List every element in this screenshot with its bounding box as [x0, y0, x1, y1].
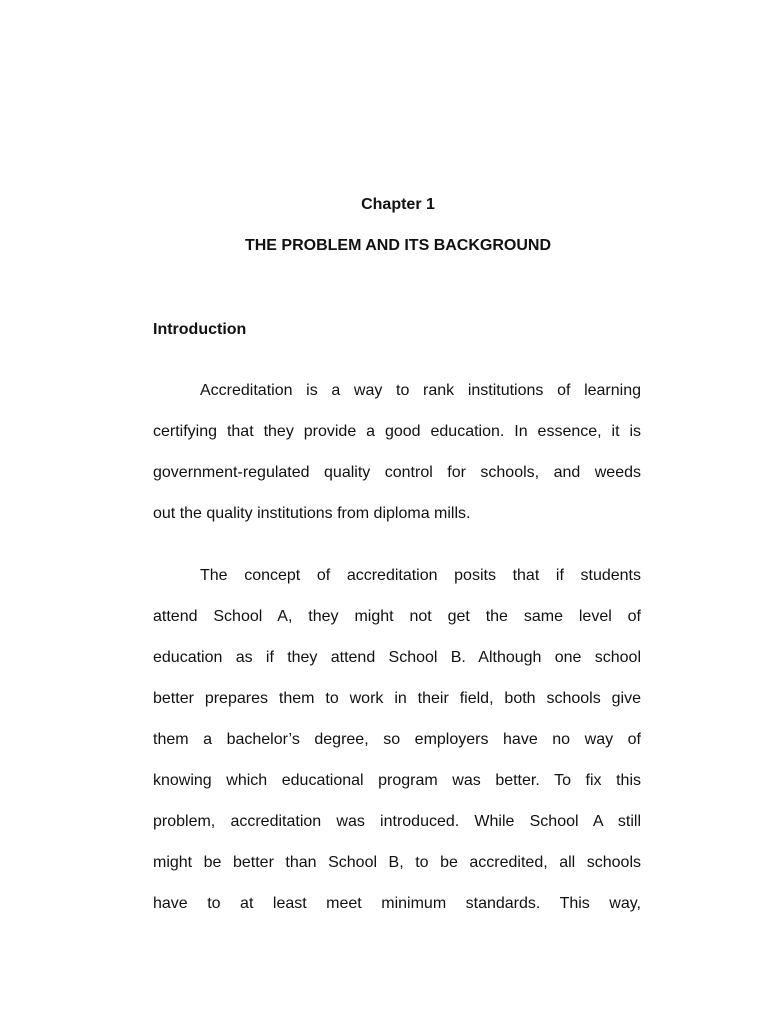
- paragraph-line: have to at least meet minimum standards. This way,: [153, 895, 641, 912]
- paragraph-line: certifying that they provide a good education. In essence, it is: [153, 423, 641, 440]
- paragraph-line: knowing which educational program was better. To fix this: [153, 772, 641, 789]
- paragraph-line: better prepares them to work in their field, both schools give: [153, 690, 641, 707]
- chapter-title: THE PROBLEM AND ITS BACKGROUND: [244, 237, 552, 254]
- paragraph-line: problem, accreditation was introduced. While School A still: [153, 813, 641, 830]
- chapter-label: Chapter 1: [361, 196, 435, 213]
- paragraph-2: [153, 566, 641, 935]
- paragraph-line: might be better than School B, to be accredited, all schools: [153, 854, 641, 871]
- section-heading: Introduction: [153, 321, 247, 338]
- paragraph-line: The concept of accreditation posits that if students: [200, 567, 641, 584]
- paragraph-line: education as if they attend School B. Although one school: [153, 649, 641, 666]
- paragraph-line: Accreditation is a way to rank institutions of learning: [200, 382, 641, 399]
- paragraph-line: attend School A, they might not get the same level of: [153, 608, 641, 625]
- paragraph-1: [153, 381, 641, 545]
- paragraph-line: government-regulated quality control for schools, and weeds: [153, 464, 641, 481]
- paragraph-line: out the quality institutions from diploma mills.: [153, 505, 471, 522]
- paragraph-line: them a bachelor’s degree, so employers have no way of: [153, 731, 641, 748]
